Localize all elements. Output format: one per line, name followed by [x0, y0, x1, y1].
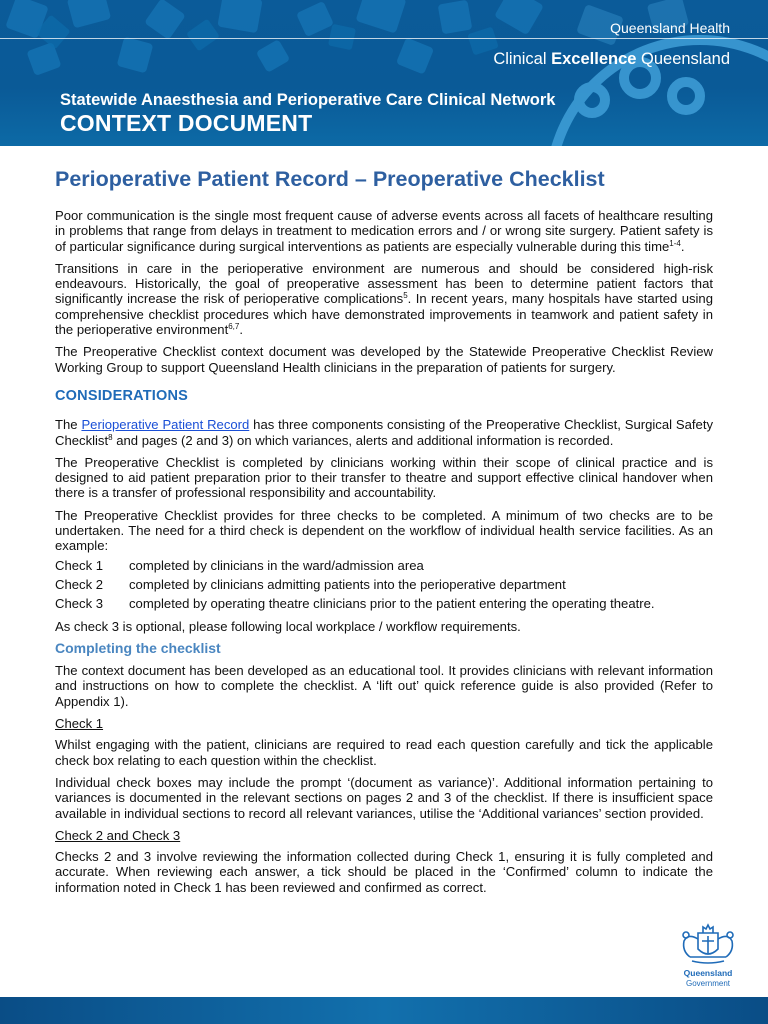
completing-checklist-heading: Completing the checklist	[55, 639, 221, 656]
clinical-excellence-queensland-brand: Clinical Excellence Queensland	[493, 50, 730, 68]
network-name: Statewide Anaesthesia and Perioperative Care Clinical Network	[60, 91, 556, 109]
considerations-paragraph-4: As check 3 is optional, please following local workplace / workflow requirements.	[55, 618, 521, 634]
intro-paragraph-3: The Preoperative Checklist context document was developed by the Statewide Preoperative Checklist Review Working Group to support Queensland Health clinicians in the preparation of patients for surgery.	[55, 344, 713, 375]
check-1-subheading: Check 1	[55, 716, 104, 732]
check-1-paragraph-1: Whilst engaging with the patient, clinicians are required to read each question carefully and tick the applicable check box relating to each question within the checklist.	[55, 737, 713, 768]
check-row	[55, 577, 713, 592]
check-1-paragraph-2: Individual check boxes may include the prompt ‘(document as variance)’. Additional information pertaining to variances is documented in the relevant sections on pages 2 and 3 of the checklist. If there is insufficient space available in individual sections to record all relevant variances, utilise the ‘Additional variances’ section provided.	[55, 774, 713, 821]
considerations-paragraph-1: The Perioperative Patient Record has three components consisting of the Preoperative Checklist, Surgical Safety Checklist$^8$ and pages (2 and 3) on which variances, alerts and additional information is recorded.	[55, 417, 714, 448]
check-row	[55, 558, 713, 573]
check-2-and-3-subheading: Check 2 and Check 3	[55, 827, 181, 843]
banner-divider	[0, 38, 768, 39]
check-label: Check 3	[55, 596, 104, 612]
header-banner	[0, 0, 768, 146]
perioperative-patient-record-link[interactable]: Perioperative Patient Record	[81, 417, 250, 433]
considerations-paragraph-2: The Preoperative Checklist is completed by clinicians working within their scope of clinical practice and is designed to aid patient preparation prior to their transfer to theatre and support effective clinical handover when there is a transfer of professional responsibility and accountability.	[55, 454, 713, 501]
check-label: Check 1	[55, 557, 104, 573]
check-description: completed by clinicians in the ward/admission area	[129, 557, 424, 573]
check-description: completed by operating theatre clinicians prior to the patient entering the operating theatre.	[129, 596, 655, 612]
crest-queensland-label: Queensland	[683, 968, 733, 978]
coat-of-arms-icon	[676, 919, 740, 969]
footer-band	[0, 997, 768, 1024]
considerations-paragraph-3: The Preoperative Checklist provides for three checks to be completed. A minimum of two checks are to be undertaken. The need for a third check is dependent on the workflow of individual health service facilities. As an example:	[55, 507, 713, 554]
document-type-heading: CONTEXT DOCUMENT	[60, 110, 313, 136]
queensland-health-brand: Queensland Health	[610, 20, 730, 36]
page-title: Perioperative Patient Record – Preoperative Checklist	[55, 167, 605, 191]
document-body	[55, 166, 713, 902]
crest-government-label: Government	[685, 979, 731, 988]
intro-paragraph-2: Transitions in care in the perioperative environment are numerous and should be considered high-risk endeavours. Historically, the goal of preoperative assessment has been to determine patient factors that significantly increase the risk of perioperative complications$^5$. In recent years, many hospitals have started using comprehensive checklist procedures which have demonstrated improvements in teamwork and patient safety in the perioperative environment$^{6,7}$.	[55, 260, 713, 338]
check-description: completed by clinicians admitting patients into the perioperative department	[129, 576, 566, 592]
considerations-heading: CONSIDERATIONS	[55, 387, 189, 404]
check-row	[55, 596, 713, 611]
check-2-and-3-paragraph: Checks 2 and 3 involve reviewing the information collected during Check 1, ensuring it is fully completed and accurate. When reviewing each answer, a tick should be placed in the ‘Confirmed’ column to indicate the information noted in Check 1 has been reviewed and confirmed as correct.	[55, 849, 713, 895]
check-label: Check 2	[55, 576, 104, 592]
completing-paragraph-1: The context document has been developed as an educational tool. It provides clinicians with relevant information and instructions on how to complete the checklist. A ‘lift out’ quick reference guide is also provided (Refer to Appendix 1).	[55, 663, 713, 709]
checks-list	[55, 558, 713, 612]
intro-paragraph-1: Poor communication is the single most frequent cause of adverse events across all facets of healthcare resulting in problems that range from delays in treatment to medication errors and / or wrong site surgery. Patient safety is of particular significance during surgical interventions as patients are especially vulnerable during this time$^{1-4}$.	[55, 208, 713, 254]
queensland-government-crest	[676, 919, 740, 991]
